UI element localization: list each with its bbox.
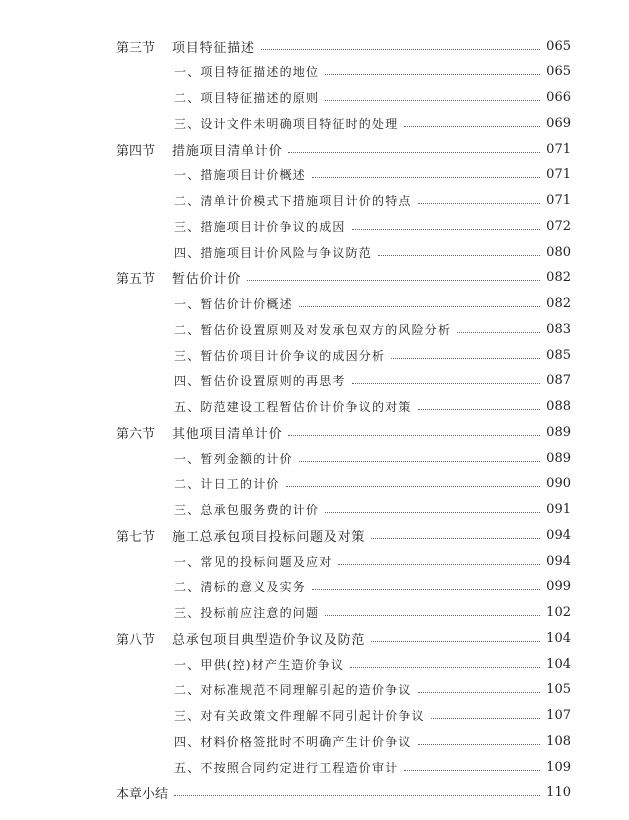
- page-number: 065: [546, 64, 571, 80]
- dot-leader: [288, 435, 540, 436]
- toc-subsection-entry: [0, 730, 629, 752]
- toc-subsection-entry: [0, 499, 629, 521]
- section-number: 第五节: [116, 272, 156, 288]
- page-number: 065: [546, 38, 571, 54]
- section-number: 第三节: [116, 40, 156, 56]
- dot-leader: [418, 409, 541, 410]
- dot-leader: [418, 203, 541, 204]
- page-number: 082: [546, 296, 571, 311]
- page-number: 105: [546, 682, 571, 698]
- page-number: 109: [546, 759, 571, 775]
- entry-title: 二、清标的意义及实务: [174, 580, 307, 595]
- entry-title: 三、暂估价项目计价争议的成因分析: [174, 348, 386, 363]
- dot-leader: [325, 74, 540, 75]
- entry-title: 总承包项目典型造价争议及防范: [172, 632, 366, 648]
- section-number: 第六节: [116, 426, 156, 442]
- toc-subsection-entry: [0, 473, 629, 495]
- toc-subsection-entry: [0, 215, 629, 237]
- dot-leader: [288, 152, 540, 153]
- entry-title: 五、防范建设工程暂估价计价争议的对策: [174, 400, 412, 414]
- dot-leader: [325, 512, 540, 513]
- page-number: 066: [546, 90, 571, 105]
- dot-leader: [431, 718, 540, 719]
- dot-leader: [325, 100, 540, 101]
- toc-section-entry: [0, 267, 629, 289]
- page-number: 107: [546, 708, 571, 723]
- entry-title: 一、常见的投标问题及应对: [174, 554, 333, 569]
- dot-leader: [299, 306, 540, 307]
- entry-title: 一、甲供(控)材产生造价争议: [174, 657, 345, 672]
- toc-subsection-entry: [0, 241, 629, 263]
- toc-subsection-entry: [0, 293, 629, 315]
- section-number: 第四节: [116, 143, 156, 159]
- entry-title: 措施项目清单计价: [172, 143, 283, 159]
- toc-subsection-entry: [0, 679, 629, 701]
- page-number: 072: [546, 218, 571, 234]
- dot-leader: [299, 461, 540, 462]
- page-number: 102: [546, 605, 571, 620]
- toc-subsection-entry: [0, 447, 629, 469]
- page-number: 088: [546, 399, 571, 414]
- dot-leader: [404, 770, 540, 771]
- page-number: 104: [546, 656, 571, 672]
- dot-leader: [404, 126, 540, 127]
- toc-subsection-entry: [0, 705, 629, 727]
- entry-title: 三、对有关政策文件理解不同引起计价争议: [174, 709, 425, 723]
- toc-subsection-entry: [0, 164, 629, 186]
- page-number: 110: [546, 785, 571, 801]
- page-number: 091: [546, 502, 571, 517]
- entry-title: 五、不按照合同约定进行工程造价审计: [174, 760, 399, 775]
- entry-title: 二、对标准规范不同理解引起的造价争议: [174, 683, 412, 698]
- entry-title: 三、总承包服务费的计价: [174, 503, 320, 517]
- toc-subsection-entry: [0, 396, 629, 418]
- toc-subsection-entry: [0, 344, 629, 366]
- toc-section-entry: [0, 138, 629, 160]
- page-number: 089: [546, 424, 571, 440]
- dot-leader: [418, 744, 541, 745]
- entry-title: 二、清单计价模式下措施项目计价的特点: [174, 194, 412, 208]
- dot-leader: [418, 692, 541, 693]
- page-number: 080: [546, 244, 571, 260]
- dot-leader: [378, 255, 540, 256]
- toc-subsection-entry: [0, 87, 629, 109]
- dot-leader: [371, 538, 540, 539]
- toc-subsection-entry: [0, 190, 629, 212]
- entry-title: 三、措施项目计价争议的成因: [174, 219, 346, 234]
- entry-title: 二、暂估价设置原则及对发承包双方的风险分析: [174, 322, 452, 337]
- page-number: 087: [546, 373, 571, 389]
- toc-subsection-entry: [0, 370, 629, 392]
- entry-title: 项目特征描述: [172, 40, 255, 56]
- entry-title: 本章小结: [116, 787, 169, 803]
- entry-title: 一、措施项目计价概述: [174, 168, 307, 183]
- page-number: 108: [546, 733, 571, 749]
- page-number: 099: [546, 579, 571, 595]
- dot-leader: [312, 177, 540, 178]
- entry-title: 三、设计文件未明确项目特征时的处理: [174, 116, 399, 131]
- dot-leader: [247, 280, 540, 281]
- dot-leader: [391, 358, 540, 359]
- page-number: 082: [546, 270, 571, 286]
- toc-section-entry: [0, 627, 629, 649]
- page-number: 104: [546, 630, 571, 646]
- section-number: 第八节: [116, 632, 156, 648]
- entry-title: 四、暂估价设置原则的再思考: [174, 374, 346, 389]
- toc-summary-entry: [0, 782, 629, 804]
- entry-title: 暂估价计价: [172, 272, 242, 288]
- entry-title: 二、计日工的计价: [174, 477, 280, 492]
- page-number: 094: [546, 527, 571, 543]
- page-number: 094: [546, 553, 571, 569]
- section-number: 第七节: [116, 529, 156, 545]
- page-number: 085: [546, 347, 571, 363]
- dot-leader: [325, 615, 540, 616]
- page-number: 071: [546, 167, 571, 183]
- toc-subsection-entry: [0, 550, 629, 572]
- dot-leader: [174, 795, 540, 796]
- toc-section-entry: [0, 524, 629, 546]
- toc-subsection-entry: [0, 653, 629, 675]
- page-number: 069: [546, 115, 571, 131]
- entry-title: 四、措施项目计价风险与争议防范: [174, 245, 373, 260]
- dot-leader: [286, 486, 541, 487]
- toc-subsection-entry: [0, 61, 629, 83]
- toc-subsection-entry: [0, 576, 629, 598]
- dot-leader: [457, 332, 540, 333]
- dot-leader: [371, 641, 540, 642]
- entry-title: 二、项目特征描述的原则: [174, 91, 320, 105]
- entry-title: 四、材料价格签批时不明确产生计价争议: [174, 734, 412, 749]
- page-number: 071: [546, 141, 571, 157]
- toc-section-entry: [0, 421, 629, 443]
- toc-subsection-entry: [0, 756, 629, 778]
- page-number: 083: [546, 321, 571, 337]
- entry-title: 三、投标前应注意的问题: [174, 606, 320, 620]
- dot-leader: [338, 564, 540, 565]
- toc-subsection-entry: [0, 602, 629, 624]
- dot-leader: [352, 383, 541, 384]
- dot-leader: [352, 229, 541, 230]
- dot-leader: [312, 589, 540, 590]
- entry-title: 施工总承包项目投标问题及对策: [172, 529, 366, 545]
- toc-subsection-entry: [0, 112, 629, 134]
- page-number: 071: [546, 193, 571, 208]
- page-number: 089: [546, 450, 571, 466]
- toc-section-entry: [0, 35, 629, 57]
- entry-title: 一、暂估价计价概述: [174, 297, 293, 311]
- entry-title: 一、项目特征描述的地位: [174, 65, 320, 80]
- dot-leader: [350, 667, 540, 668]
- entry-title: 其他项目清单计价: [172, 426, 283, 442]
- toc-subsection-entry: [0, 318, 629, 340]
- entry-title: 一、暂列金额的计价: [174, 451, 293, 466]
- dot-leader: [261, 49, 540, 50]
- page-number: 090: [546, 476, 571, 492]
